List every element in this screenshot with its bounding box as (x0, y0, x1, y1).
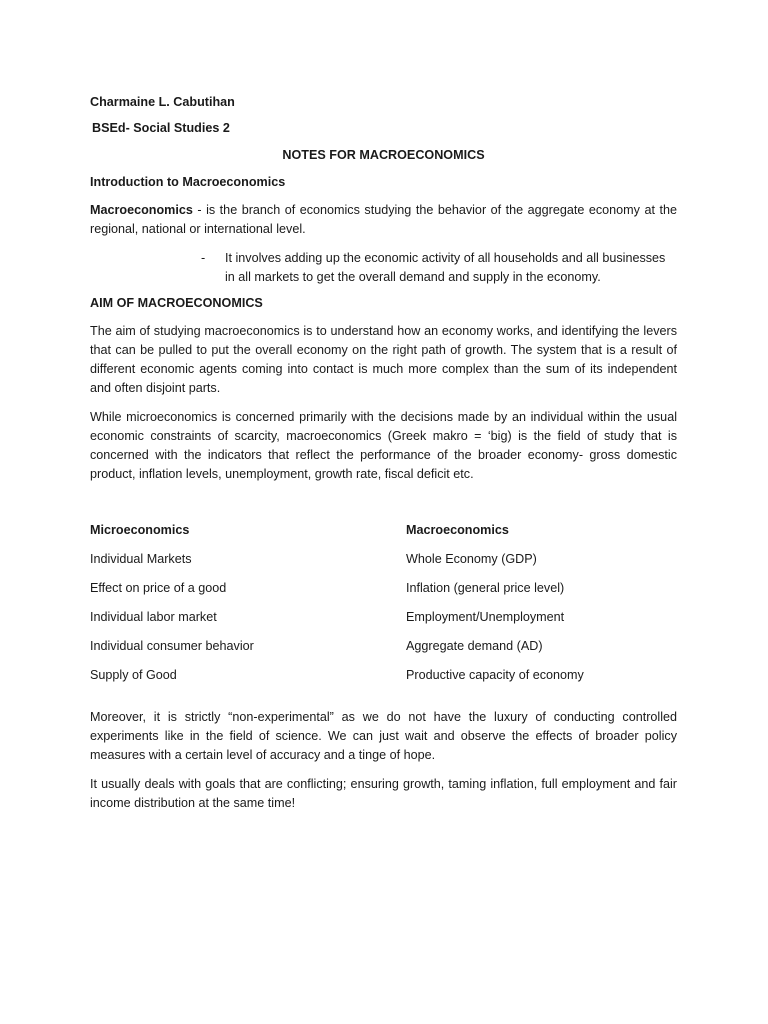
aim-paragraph-2: While microeconomics is concerned primarily with the decisions made by an individual within the usual economic constraints of scarcity, macroeconomics (Greek makro = ‘big) is the field of study that is concerned with the indicators that reflect the performance of the broader economy- gross domestic product, inflation levels, unemployment, growth rate, fiscal deficit etc. (90, 410, 677, 481)
aim-heading: AIM OF MACROECONOMICS (90, 296, 263, 310)
macro-cell: Aggregate demand (AD) (406, 639, 543, 653)
intro-bullet (201, 249, 671, 287)
macroeconomics-definition (90, 201, 677, 239)
table-row (90, 637, 677, 666)
aim-paragraph-1: The aim of studying macroeconomics is to understand how an economy works, and identifying the levers that can be pulled to put the overall economy on the right path of growth. The system that is a result of different economic agents coming into contact is much more complex than the sum of its independent and often disjoint parts. (90, 324, 677, 395)
closing-paragraph-2: It usually deals with goals that are conflicting; ensuring growth, taming inflation, full employment and fair income distribution at the same time! (90, 777, 677, 810)
macro-cell: Productive capacity of economy (406, 668, 584, 682)
micro-cell: Supply of Good (90, 668, 177, 682)
bullet-text: It involves adding up the economic activity of all households and all businesses in all markets to get the overall demand and supply in the economy. (225, 251, 666, 284)
micro-cell: Individual labor market (90, 610, 217, 624)
document-title: NOTES FOR MACROECONOMICS (282, 148, 485, 162)
header-microeconomics: Microeconomics (90, 523, 190, 537)
table-row (90, 550, 677, 579)
author-name: Charmaine L. Cabutihan (90, 95, 235, 109)
spacer (90, 695, 677, 708)
micro-cell: Individual consumer behavior (90, 639, 254, 653)
definition-term: Macroeconomics (90, 203, 193, 217)
micro-cell: Effect on price of a good (90, 581, 227, 595)
macro-cell: Whole Economy (GDP) (406, 552, 537, 566)
table-row (90, 666, 677, 695)
course-name: BSEd- Social Studies 2 (92, 121, 230, 135)
closing-paragraph-1: Moreover, it is strictly “non-experimental” as we do not have the luxury of conducting controlled experiments like in the field of science. We can just wait and observe the effects of broader policy measures with a certain level of accuracy and a tinge of hope. (90, 710, 677, 762)
table-row (90, 608, 677, 637)
macro-cell: Employment/Unemployment (406, 610, 565, 624)
micro-cell: Individual Markets (90, 552, 192, 566)
table-header-row (90, 521, 677, 550)
bullet-dash: - (201, 251, 206, 265)
comparison-table (90, 521, 677, 695)
intro-heading: Introduction to Macroeconomics (90, 175, 286, 189)
document-page (90, 93, 677, 823)
macro-cell: Inflation (general price level) (406, 581, 565, 595)
definition-text: - is the branch of economics studying the behavior of the aggregate economy at the regional, national or international level. (90, 203, 677, 236)
header-macroeconomics: Macroeconomics (406, 523, 509, 537)
table-row (90, 579, 677, 608)
spacer (90, 494, 677, 521)
